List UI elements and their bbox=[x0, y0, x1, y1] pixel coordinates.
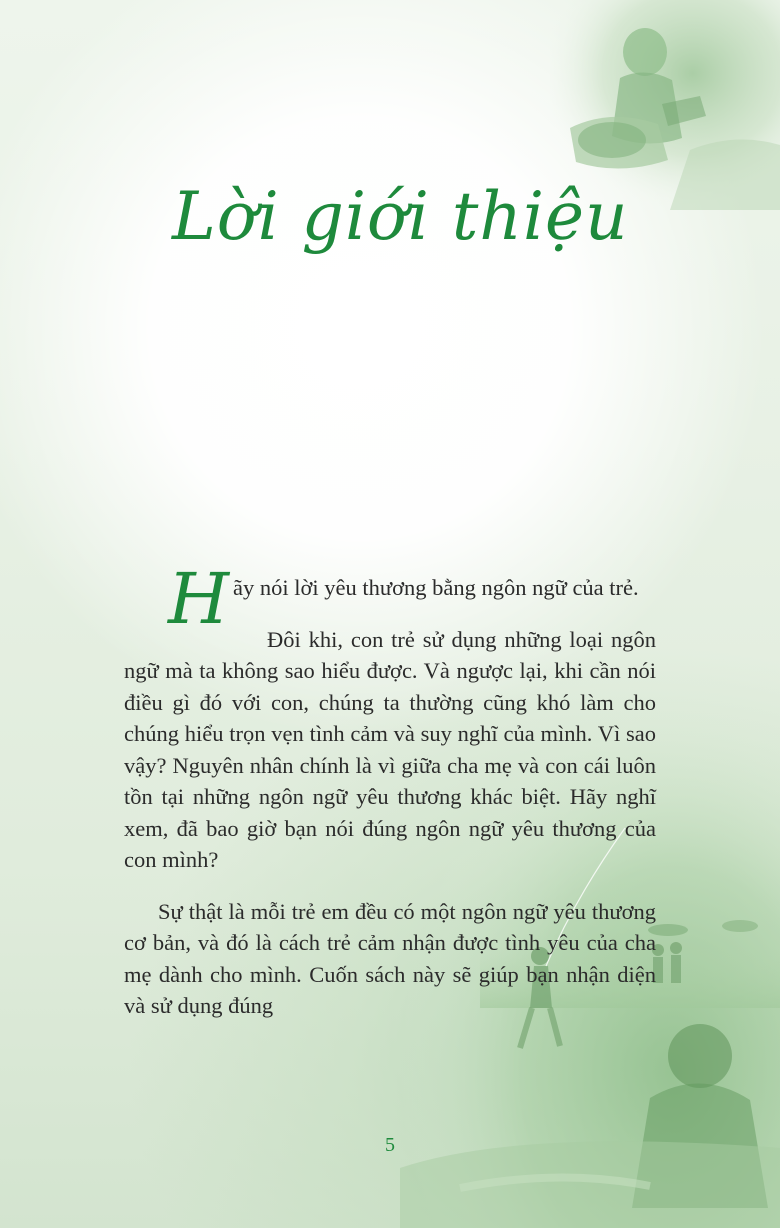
paragraph-3: Sự thật là mỗi trẻ em đều có một ngôn ngữ yêu thương cơ bản, và đó là cách trẻ cảm nhận được tình yêu của cha mẹ dành cho mình. Cuốn sách này sẽ giúp bạn nhận diện và sử dụng đúng bbox=[124, 898, 656, 1018]
paragraph-1-text: ãy nói lời yêu thương bằng ngôn ngữ của trẻ. bbox=[233, 575, 639, 600]
drop-cap: H bbox=[168, 558, 230, 640]
page-number: 5 bbox=[385, 1134, 395, 1156]
body-text bbox=[124, 558, 656, 1042]
paragraph-2: Đôi khi, con trẻ sử dụng những loại ngôn ngữ mà ta không sao hiểu được. Và ngược lại, khi cần nói điều gì đó với con, chúng ta thường cũng khó làm cho chúng hiểu trọn vẹn tình cảm và suy nghĩ của mình. Vì sao vậy? Nguyên nhân chính là vì giữa cha mẹ và con cái luôn tồn tại những ngôn ngữ yêu thương khác biệt. Hãy nghĩ xem, đã bao giờ bạn nói đúng ngôn ngữ yêu thương của con mình? bbox=[124, 626, 656, 872]
paragraph-1 bbox=[124, 558, 656, 640]
page-title: Lời giới thiệu bbox=[172, 178, 629, 255]
